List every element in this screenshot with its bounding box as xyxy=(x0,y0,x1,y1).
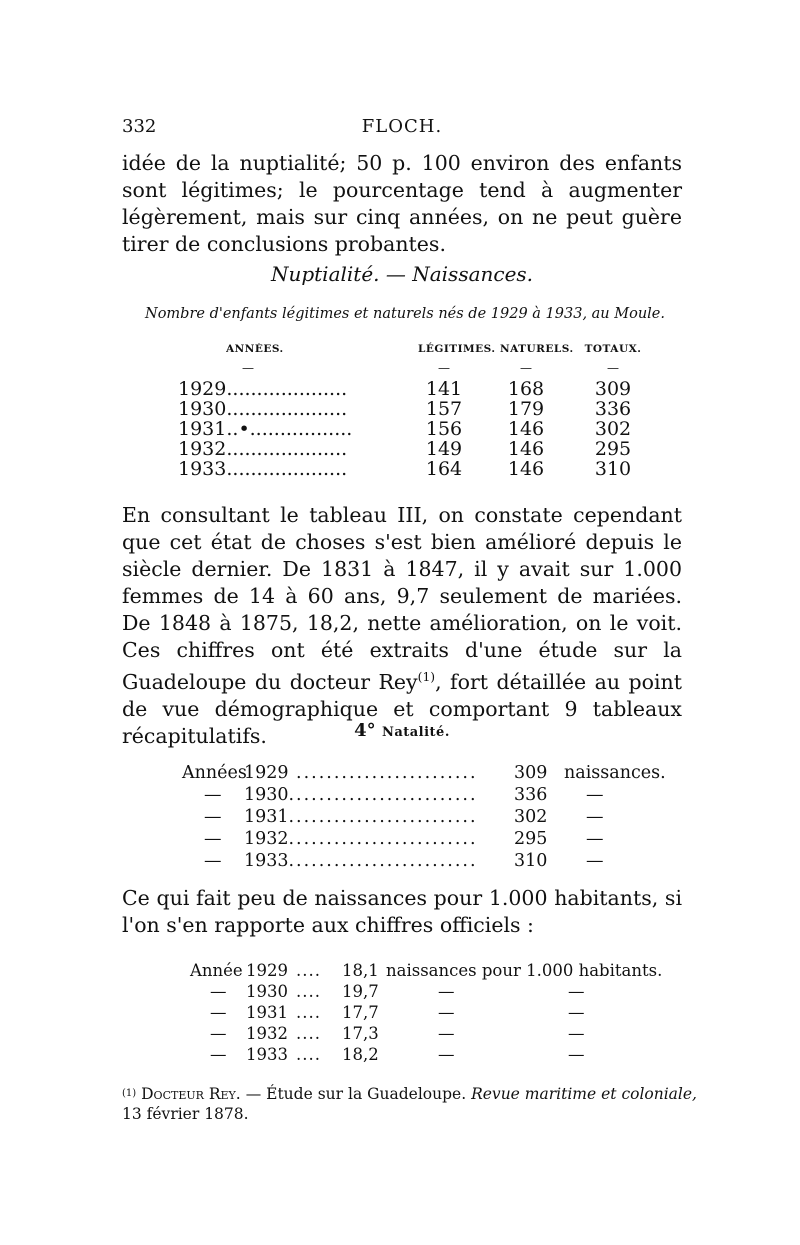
table-row xyxy=(178,459,648,479)
row-year: 1930 xyxy=(246,982,288,1001)
row-value: 295 xyxy=(514,829,548,849)
cell-totaux: 336 xyxy=(594,398,632,420)
leader-dots: ..•................. xyxy=(226,419,353,439)
cell-naturels: 168 xyxy=(507,378,545,400)
table-row xyxy=(178,399,648,419)
list-item xyxy=(190,960,663,981)
page-header xyxy=(122,116,682,144)
row-year: 1931 xyxy=(178,419,227,439)
row-year: 1932 xyxy=(178,439,227,459)
list-item xyxy=(182,762,666,784)
paragraph-1: idée de la nuptialité; 50 p. 100 environ des enfants sont légitimes; le pourcentage tend à augmenter légèrement, mais sur cinq années, on ne peut guère tirer de conclusions probantes. xyxy=(122,151,682,256)
row-value: 18,1 xyxy=(342,961,379,980)
row-value: 17,3 xyxy=(342,1024,379,1043)
leader-dots: .................... xyxy=(226,459,348,479)
row-unit: naissances pour 1.000 habitants. xyxy=(386,961,663,980)
leader-dots: .... xyxy=(296,1003,321,1022)
footnote-title: Étude sur la Guadeloupe. xyxy=(266,1085,467,1103)
natalite-number: 4° xyxy=(354,720,376,741)
row-year: 1929 xyxy=(246,961,288,980)
ditto-dash: — xyxy=(204,829,222,849)
footnote-reference: (1) xyxy=(417,670,436,684)
footnote-marker: (1) xyxy=(122,1088,137,1099)
leader-dots: ........................ xyxy=(296,829,478,849)
cell-totaux: 310 xyxy=(594,458,632,480)
leader-dots: .... xyxy=(296,982,321,1001)
ditto-dash: — xyxy=(568,1024,585,1043)
birth-rate-table xyxy=(190,960,663,1065)
cell-legitimes: 164 xyxy=(425,458,463,480)
cell-naturels: 179 xyxy=(507,398,545,420)
row-unit: — xyxy=(586,851,604,871)
row-year: 1929 xyxy=(244,763,289,783)
row-value: 310 xyxy=(514,851,548,871)
header-dash: — xyxy=(242,361,254,375)
row-value: 19,7 xyxy=(342,982,379,1001)
list-item xyxy=(190,981,650,1002)
cell-legitimes: 157 xyxy=(425,398,463,420)
row-year: 1930. xyxy=(244,785,295,805)
table-caption: Nombre d'enfants légitimes et naturels nés de 1929 à 1933, au Moule. xyxy=(145,306,665,322)
row-value: 336 xyxy=(514,785,548,805)
row-label: Années xyxy=(182,763,247,783)
ditto-dash: — xyxy=(210,1024,227,1043)
paragraph-2-text: En consultant le tableau III, on constate cependant que cet état de choses s'est bien amélioré depuis le siècle dernier. De 1831 à 1847, il y avait sur 1.000 femmes de 14 à 60 ans, 9,7 seulement de mariées. De 1848 à 1875, 18,2, nette amélioration, on le voit. Ces chiffres ont été extraits d'une étude sur la Guadeloupe du docteur Rey xyxy=(122,503,682,694)
ditto-dash: — xyxy=(204,851,222,871)
leader-dots: ........................ xyxy=(296,807,478,827)
ditto-dash: — xyxy=(204,785,222,805)
header-dash: — xyxy=(438,361,450,375)
leader-dots: .... xyxy=(296,1024,321,1043)
list-item xyxy=(190,1044,650,1065)
cell-naturels: 146 xyxy=(507,418,545,440)
row-value: 309 xyxy=(514,763,548,783)
ditto-dash: — xyxy=(438,1045,455,1064)
header-naturels: NATURELS. xyxy=(500,343,574,355)
row-year: 1931 xyxy=(246,1003,288,1022)
row-unit: — xyxy=(586,785,604,805)
header-dash: — xyxy=(520,361,532,375)
leader-dots: .... xyxy=(296,961,321,980)
leader-dots: ........................ xyxy=(296,785,478,805)
cell-naturels: 146 xyxy=(507,438,545,460)
header-annees: ANNÉES. xyxy=(226,343,284,355)
births-table xyxy=(178,343,648,479)
ditto-dash: — xyxy=(210,1045,227,1064)
list-item xyxy=(190,1002,650,1023)
row-value: 17,7 xyxy=(342,1003,379,1022)
row-year: 1931. xyxy=(244,807,295,827)
ditto-dash: — xyxy=(438,982,455,1001)
footnote-separator: — xyxy=(240,1085,267,1103)
leader-dots: ........................ xyxy=(296,851,478,871)
cell-totaux: 295 xyxy=(594,438,632,460)
row-unit: — xyxy=(586,807,604,827)
paragraph-3: Ce qui fait peu de naissances pour 1.000 habitants, si l'on s'en rapporte aux chiffres officiels : xyxy=(122,886,682,937)
row-year: 1929 xyxy=(178,379,227,399)
header-dash: — xyxy=(607,361,619,375)
row-label: Année xyxy=(190,961,243,980)
leader-dots: .... xyxy=(296,1045,321,1064)
header-rule-row xyxy=(178,361,648,379)
ditto-dash: — xyxy=(210,982,227,1001)
section-title: Nuptialité. — Naissances. xyxy=(270,262,534,286)
footnote-author: Docteur Rey. xyxy=(141,1085,241,1103)
leader-dots: .................... xyxy=(226,379,348,399)
table-row xyxy=(178,419,648,439)
leader-dots: ........................ xyxy=(296,763,478,783)
cell-legitimes: 149 xyxy=(425,438,463,460)
cell-naturels: 146 xyxy=(507,458,545,480)
list-item xyxy=(182,850,642,872)
row-year: 1933 xyxy=(246,1045,288,1064)
row-year: 1930 xyxy=(178,399,227,419)
row-year: 1933 xyxy=(178,459,227,479)
natalite-text: Natalité. xyxy=(381,725,450,740)
row-unit: — xyxy=(586,829,604,849)
cell-totaux: 309 xyxy=(594,378,632,400)
table-row xyxy=(178,379,648,399)
leader-dots: .................... xyxy=(226,399,348,419)
header-totaux: TOTAUX. xyxy=(584,343,642,355)
footnote xyxy=(122,1084,697,1124)
footnote-journal: Revue maritime et coloniale, xyxy=(471,1085,697,1103)
row-unit: naissances. xyxy=(564,763,666,783)
table-row xyxy=(178,439,648,459)
leader-dots: .................... xyxy=(226,439,348,459)
ditto-dash: — xyxy=(210,1003,227,1022)
page-number: 332 xyxy=(122,116,157,137)
cell-legitimes: 141 xyxy=(425,378,463,400)
list-item xyxy=(182,828,642,850)
ditto-dash: — xyxy=(438,1003,455,1022)
paragraph-2 xyxy=(122,502,682,750)
paragraph-2-text-end: , fort détaillée au point de vue démographique et comportant 9 tableaux récapitulatifs. xyxy=(122,669,682,748)
row-year: 1932. xyxy=(244,829,295,849)
row-year: 1933. xyxy=(244,851,295,871)
cell-totaux: 302 xyxy=(594,418,632,440)
natalite-table xyxy=(182,762,666,872)
list-item xyxy=(182,784,642,806)
footnote-date: 13 février 1878. xyxy=(122,1105,249,1123)
row-year: 1932 xyxy=(246,1024,288,1043)
ditto-dash: — xyxy=(568,982,585,1001)
ditto-dash: — xyxy=(568,1045,585,1064)
ditto-dash: — xyxy=(568,1003,585,1022)
ditto-dash: — xyxy=(438,1024,455,1043)
table-header xyxy=(178,343,648,361)
running-head: FLOCH. xyxy=(361,116,443,137)
header-legitimes: LÉGITIMES. xyxy=(418,343,496,355)
list-item xyxy=(190,1023,650,1044)
row-value: 302 xyxy=(514,807,548,827)
ditto-dash: — xyxy=(204,807,222,827)
list-item xyxy=(182,806,642,828)
row-value: 18,2 xyxy=(342,1045,379,1064)
cell-legitimes: 156 xyxy=(425,418,463,440)
natalite-heading xyxy=(122,720,682,741)
